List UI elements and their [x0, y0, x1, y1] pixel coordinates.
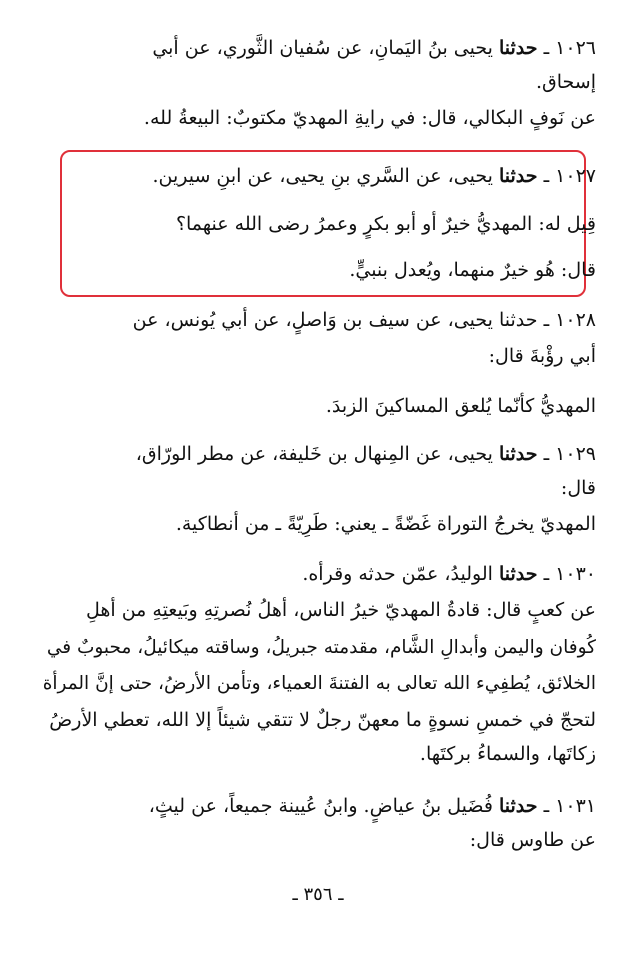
hadith-1026-line-3: عن نَوفٍ البكالي، قال: في رايةِ المهديّ مكتوبٌ: البيعةُ لله.	[143, 107, 596, 129]
haddathana-keyword: حدثنا	[498, 795, 538, 817]
hadith-1030-line-5: لتحجّ في خمسِ نسوةٍ ما معهنّ رجلٌ لا تتقي شيئاً إلا الله، تعطي الأرضُ	[49, 709, 596, 731]
page-number: ـ ٣٥٦ ـ	[292, 884, 344, 905]
isnad-text: الوليدُ، عمّن حدثه وقرأه.	[302, 563, 493, 585]
isnad-text: يحيى، عن المِنهال بن خَليفة، عن مطر الورّاق،	[135, 443, 493, 465]
hadith-1030-line-4: الخلائق، يُطفِيء الله تعالى به الفتنةَ العمياء، وتأمن الأرضُ، حتى إنَّ المرأة	[42, 673, 596, 694]
hadith-1028-line-1	[133, 306, 596, 334]
haddathana-keyword: حدثنا	[498, 37, 538, 59]
hadith-1030-line-1	[302, 560, 596, 588]
isnad-text: يحيى، عن السَّري بنِ يحيى، عن ابنِ سيرين.	[152, 165, 493, 187]
haddathana-keyword: حدثنا	[498, 165, 538, 187]
hadith-1027-line-2: قِيل له: المهديُّ خيرٌ أو أبو بكرٍ وعمرُ رضى الله عنهما؟	[175, 213, 596, 235]
hadith-1026-line-2: إسحاق.	[535, 71, 596, 93]
hadith-number: ١٠٢٦ ـ	[543, 37, 596, 59]
hadith-number: ١٠٣٠ ـ	[543, 563, 596, 585]
haddathana-keyword: حدثنا	[498, 309, 538, 331]
hadith-1030-line-6: زكاتَها، والسماءُ بركتَها.	[419, 743, 596, 765]
hadith-1028-line-2: أبي رؤْبةَ قال:	[488, 345, 596, 367]
isnad-text: فُضَيل بنُ عياضٍ. وابنُ عُيينة جميعاً، عن ليثٍ،	[148, 795, 493, 817]
hadith-1029-line-3: المهديّ يخرجُ التوراة غَضّةً ـ يعني: طَرِيّةً ـ من أنطاكية.	[175, 513, 596, 535]
hadith-1026-line-1	[152, 34, 596, 62]
hadith-1027-line-3: قال: هُو خيرٌ منهما، ويُعدل بنبيٍّ.	[349, 259, 596, 281]
haddathana-keyword: حدثنا	[498, 563, 538, 585]
hadith-1029-line-1	[136, 440, 596, 468]
hadith-1030-line-2: عن كعبٍ قال: قادةُ المهديّ خيرُ الناس، أهلُ نُصرتِهِ وبَيعتِهِ من أهلِ	[85, 599, 596, 621]
hadith-1027-line-1	[152, 162, 596, 190]
hadith-1031-line-1	[149, 792, 596, 820]
hadith-number: ١٠٢٨ ـ	[543, 309, 596, 331]
hadith-number: ١٠٣١ ـ	[543, 795, 596, 817]
isnad-text: يحيى، عن سيف بن وَاصلٍ، عن أبي يُونس، عن	[132, 309, 493, 331]
hadith-number: ١٠٢٩ ـ	[543, 443, 596, 465]
isnad-text: يحيى بنُ اليَمانِ، عن سُفيان الثَّوري، عن أبي	[152, 37, 493, 59]
hadith-number: ١٠٢٧ ـ	[543, 165, 596, 187]
hadith-1030-line-3: كُوفان واليمن وأبدالِ الشَّام، مقدمته جبريلُ، وساقته ميكائيلُ، محبوبٌ في	[46, 637, 596, 658]
hadith-1031-line-2: عن طاوس قال:	[469, 829, 596, 851]
hadith-1029-line-2: قال:	[560, 477, 596, 499]
hadith-1028-line-3: المهديُّ كأنّما يُلعق المساكينَ الزبدَ.	[325, 395, 596, 417]
haddathana-keyword: حدثنا	[498, 443, 538, 465]
